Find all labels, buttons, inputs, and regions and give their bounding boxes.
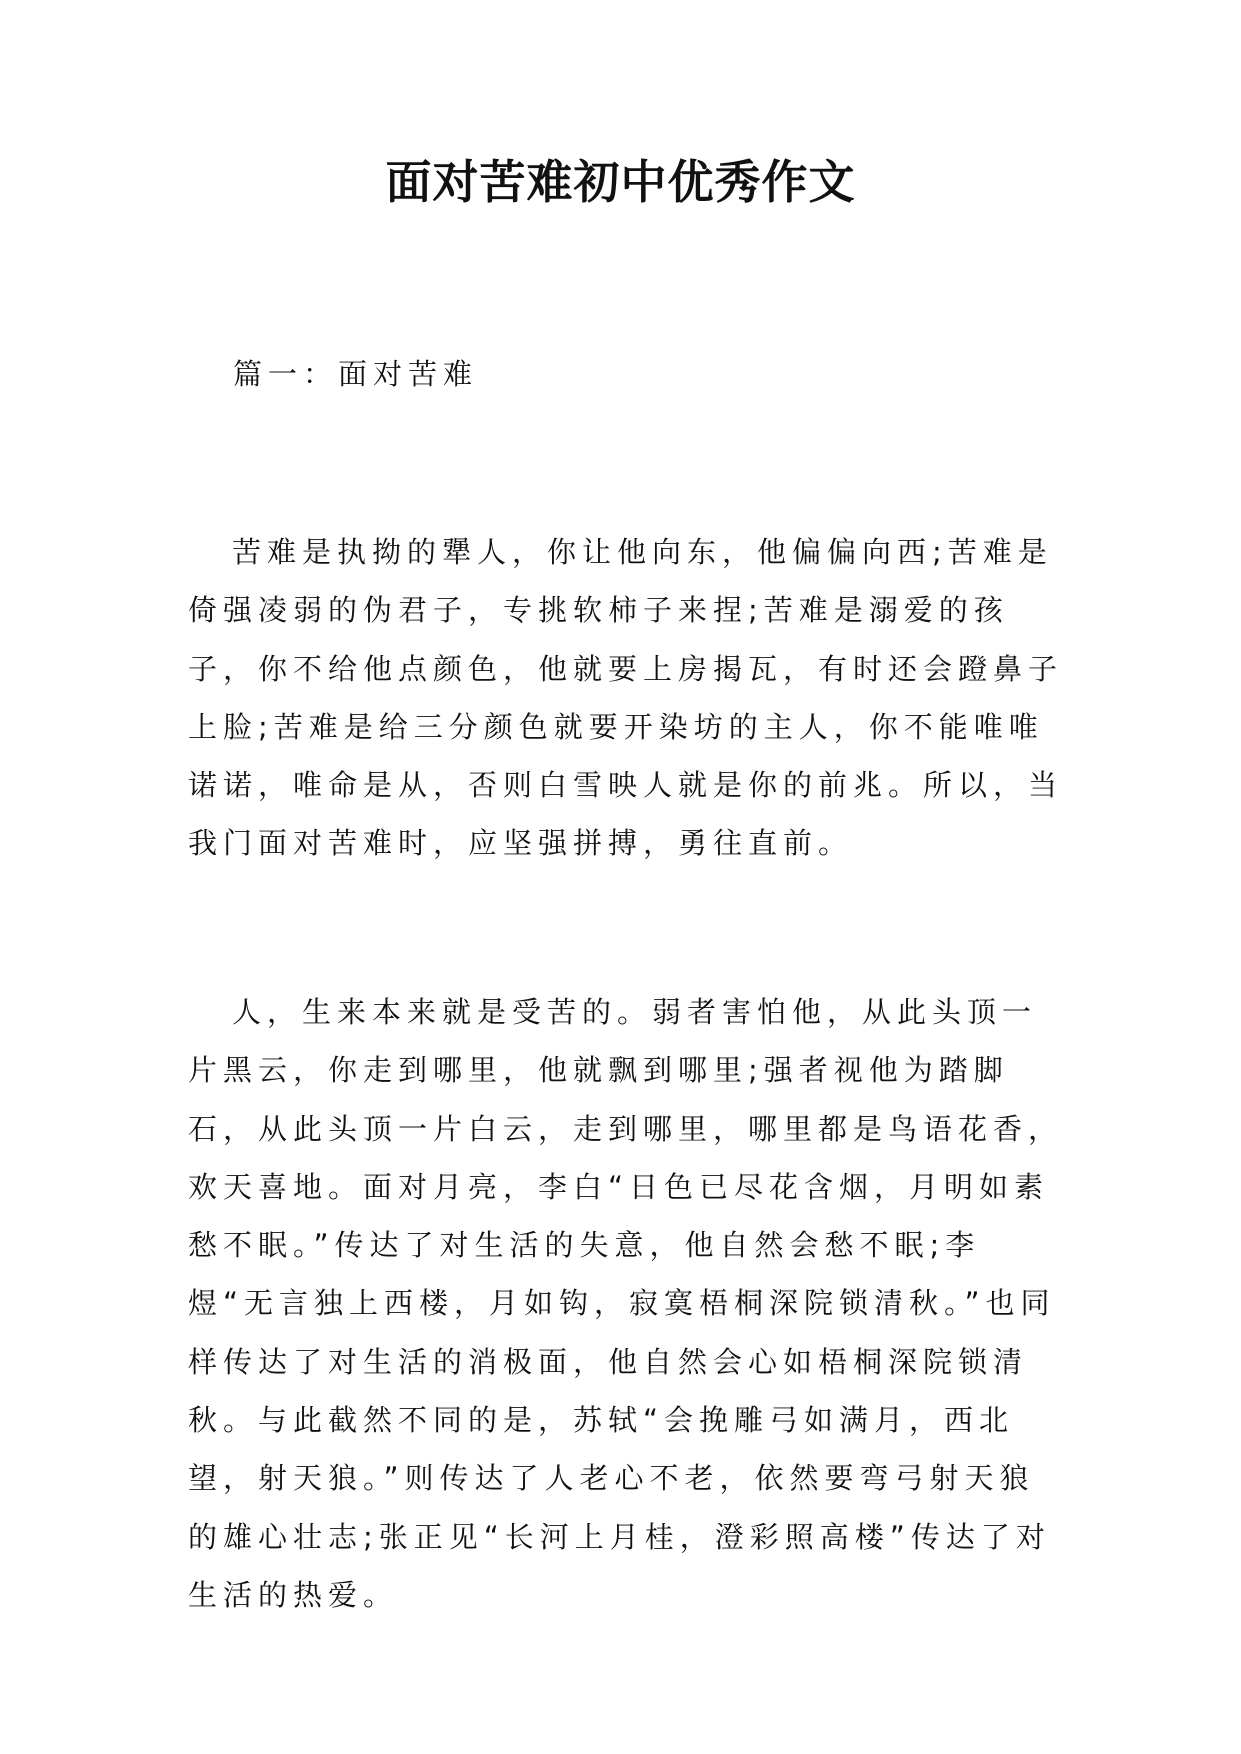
document-title: 面对苦难初中优秀作文 <box>385 155 856 209</box>
paragraph: 苦难是执拗的犟人，你让他向东，他偏偏向西;苦难是倚强凌弱的伪君子，专挑软柿子来捏;苦难是溺爱的孩子，你不给他点颜色，他就要上房揭瓦，有时还会蹬鼻子上脸;苦难是给三分颜色就要开染坊的主人，你不能唯唯诺诺，唯命是从，否则白雪映人就是你的前兆。所以，当我门面对苦难时，应坚强拼搏，勇往直前。 <box>188 535 1064 861</box>
paragraph: 人，生来本来就是受苦的。弱者害怕他，从此头顶一片黑云，你走到哪里，他就飘到哪里;强者视他为踏脚石，从此头顶一片白云，走到哪里，哪里都是鸟语花香，欢天喜地。面对月亮，李白“日色已尽花含烟，月明如素愁不眠。”传达了对生活的失意，他自然会愁不眠;李煜“无言独上西楼，月如钩，寂寞梧桐深院锁清秋。”也同样传达了对生活的消极面，他自然会心如梧桐深院锁清秋。与此截然不同的是，苏轼“会挽雕弓如满月，西北望，射天狼。”则传达了人老心不老，依然要弯弓射天狼的雄心壮志;张正见“长河上月桂，澄彩照高楼”传达了对生活的热爱。 <box>188 995 1064 1612</box>
section-heading: 篇一：面对苦难 <box>233 357 479 391</box>
